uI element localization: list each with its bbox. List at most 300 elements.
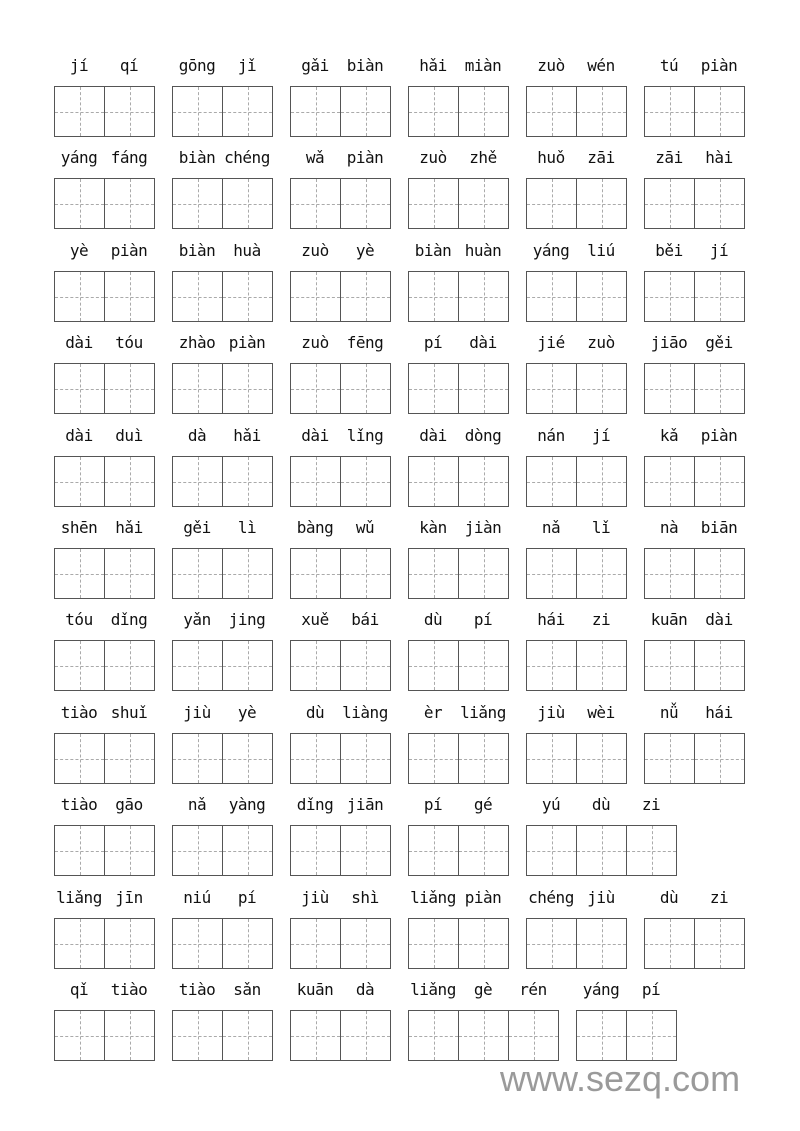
tianzige-cell[interactable] <box>577 826 627 875</box>
writing-cells <box>408 640 509 691</box>
pinyin-row <box>54 56 154 76</box>
tianzige-cell[interactable] <box>105 826 155 875</box>
tianzige-cell[interactable] <box>55 179 105 228</box>
pinyin-syllable: yáng <box>532 241 570 260</box>
tianzige-cell[interactable] <box>527 549 577 598</box>
pinyin-syllable: zuò <box>419 148 447 167</box>
tianzige-cell[interactable] <box>409 919 459 968</box>
pinyin-row <box>408 795 508 815</box>
tianzige-cell[interactable] <box>341 179 391 228</box>
pinyin-syllable: hǎi <box>233 426 261 445</box>
writing-cells <box>290 733 391 784</box>
tianzige-cell[interactable] <box>409 272 459 321</box>
pinyin-syllable: pí <box>423 333 443 352</box>
tianzige-cell[interactable] <box>645 87 695 136</box>
tianzige-cell[interactable] <box>527 734 577 783</box>
writing-cells <box>644 86 745 137</box>
pinyin-row <box>408 426 508 446</box>
tianzige-cell[interactable] <box>291 1011 341 1060</box>
pinyin-syllable: qǐ <box>69 980 89 999</box>
tianzige-cell[interactable] <box>695 457 745 506</box>
pinyin-row <box>290 795 390 815</box>
pinyin-syllable: jí <box>591 426 611 445</box>
pinyin-row <box>54 518 154 538</box>
pinyin-row <box>172 241 272 261</box>
pinyin-syllable: fēng <box>346 333 384 352</box>
pinyin-syllable: wén <box>587 56 615 75</box>
tianzige-cell[interactable] <box>105 919 155 968</box>
pinyin-syllable: dù <box>305 703 325 722</box>
writing-cells <box>644 456 745 507</box>
pinyin-syllable: dài <box>469 333 497 352</box>
pinyin-syllable: tiào <box>110 980 148 999</box>
tianzige-cell[interactable] <box>627 826 677 875</box>
pinyin-syllable: èr <box>423 703 443 722</box>
tianzige-cell[interactable] <box>577 364 627 413</box>
tianzige-cell[interactable] <box>55 919 105 968</box>
tianzige-cell[interactable] <box>173 457 223 506</box>
pinyin-syllable: gè <box>473 980 493 999</box>
writing-cells <box>644 548 745 599</box>
writing-cells <box>54 363 155 414</box>
pinyin-row <box>408 980 558 1000</box>
tianzige-cell[interactable] <box>55 1011 105 1060</box>
pinyin-row <box>644 610 744 630</box>
tianzige-cell[interactable] <box>223 364 273 413</box>
tianzige-cell[interactable] <box>645 272 695 321</box>
writing-cells <box>290 271 391 322</box>
tianzige-cell[interactable] <box>527 919 577 968</box>
pinyin-row <box>290 148 390 168</box>
pinyin-syllable: dù <box>423 610 443 629</box>
tianzige-cell[interactable] <box>341 272 391 321</box>
pinyin-syllable: pí <box>641 980 661 999</box>
tianzige-cell[interactable] <box>527 87 577 136</box>
tianzige-cell[interactable] <box>409 364 459 413</box>
tianzige-cell[interactable] <box>291 179 341 228</box>
watermark: www.sezq.com <box>500 1058 741 1099</box>
tianzige-cell[interactable] <box>341 364 391 413</box>
writing-cells <box>408 918 509 969</box>
pinyin-row <box>54 703 154 723</box>
pinyin-syllable: kuān <box>650 610 688 629</box>
pinyin-syllable: chéng <box>528 888 574 907</box>
pinyin-syllable: biàn <box>346 56 384 75</box>
tianzige-cell[interactable] <box>577 549 627 598</box>
tianzige-cell[interactable] <box>223 549 273 598</box>
tianzige-cell[interactable] <box>695 272 745 321</box>
pinyin-syllable: nán <box>537 426 565 445</box>
pinyin-syllable: gé <box>473 795 493 814</box>
pinyin-row <box>408 610 508 630</box>
tianzige-cell[interactable] <box>459 272 509 321</box>
tianzige-cell[interactable] <box>173 272 223 321</box>
pinyin-row <box>172 148 272 168</box>
tianzige-cell[interactable] <box>459 1011 509 1060</box>
pinyin-syllable: liǎng <box>410 888 456 907</box>
pinyin-syllable: chéng <box>224 148 270 167</box>
writing-cells <box>526 733 627 784</box>
tianzige-cell[interactable] <box>409 457 459 506</box>
tianzige-cell[interactable] <box>341 87 391 136</box>
tianzige-cell[interactable] <box>55 734 105 783</box>
pinyin-syllable: wǔ <box>355 518 375 537</box>
tianzige-cell[interactable] <box>459 549 509 598</box>
tianzige-cell[interactable] <box>291 734 341 783</box>
writing-cells <box>54 918 155 969</box>
pinyin-syllable: miàn <box>464 56 502 75</box>
tianzige-cell[interactable] <box>173 1011 223 1060</box>
tianzige-cell[interactable] <box>291 87 341 136</box>
tianzige-cell[interactable] <box>341 549 391 598</box>
tianzige-cell[interactable] <box>459 364 509 413</box>
writing-cells <box>408 825 509 876</box>
tianzige-cell[interactable] <box>577 457 627 506</box>
pinyin-row <box>172 795 272 815</box>
pinyin-syllable: wǎ <box>305 148 325 167</box>
tianzige-cell[interactable] <box>459 87 509 136</box>
pinyin-row <box>290 518 390 538</box>
tianzige-cell[interactable] <box>55 641 105 690</box>
tianzige-cell[interactable] <box>223 826 273 875</box>
pinyin-syllable: dài <box>65 426 93 445</box>
tianzige-cell[interactable] <box>695 549 745 598</box>
tianzige-cell[interactable] <box>105 1011 155 1060</box>
pinyin-syllable: tóu <box>65 610 93 629</box>
pinyin-syllable: tiào <box>178 980 216 999</box>
pinyin-syllable: dà <box>355 980 375 999</box>
tianzige-cell[interactable] <box>645 734 695 783</box>
pinyin-row <box>526 241 626 261</box>
pinyin-syllable: shēn <box>60 518 98 537</box>
pinyin-syllable: huà <box>233 241 261 260</box>
tianzige-cell[interactable] <box>577 272 627 321</box>
writing-cells <box>54 825 155 876</box>
pinyin-syllable: běi <box>655 241 683 260</box>
pinyin-syllable: biàn <box>414 241 452 260</box>
tianzige-cell[interactable] <box>55 364 105 413</box>
pinyin-row <box>408 888 508 908</box>
tianzige-cell[interactable] <box>291 641 341 690</box>
writing-cells <box>290 918 391 969</box>
pinyin-row <box>644 888 744 908</box>
tianzige-cell[interactable] <box>291 826 341 875</box>
pinyin-syllable: yú <box>541 795 561 814</box>
writing-cells <box>644 178 745 229</box>
tianzige-cell[interactable] <box>341 734 391 783</box>
tianzige-cell[interactable] <box>577 179 627 228</box>
pinyin-syllable: dù <box>591 795 611 814</box>
pinyin-row <box>290 426 390 446</box>
tianzige-cell[interactable] <box>695 364 745 413</box>
pinyin-syllable: lǐ <box>591 518 611 537</box>
pinyin-syllable: hài <box>705 148 733 167</box>
pinyin-row <box>526 703 626 723</box>
pinyin-syllable: zuò <box>537 56 565 75</box>
tianzige-cell[interactable] <box>341 919 391 968</box>
pinyin-syllable: shuǐ <box>110 703 148 722</box>
writing-cells <box>408 271 509 322</box>
tianzige-cell[interactable] <box>409 1011 459 1060</box>
tianzige-cell[interactable] <box>645 549 695 598</box>
pinyin-row <box>408 148 508 168</box>
writing-cells <box>54 456 155 507</box>
tianzige-cell[interactable] <box>223 641 273 690</box>
pinyin-row <box>408 333 508 353</box>
pinyin-syllable: pí <box>473 610 493 629</box>
pinyin-syllable: jiù <box>537 703 565 722</box>
writing-cells <box>172 456 273 507</box>
pinyin-syllable: dǐng <box>296 795 334 814</box>
pinyin-row <box>172 703 272 723</box>
pinyin-syllable: liú <box>587 241 615 260</box>
pinyin-syllable: liàng <box>342 703 388 722</box>
pinyin-row <box>644 333 744 353</box>
pinyin-syllable: nǎ <box>187 795 207 814</box>
tianzige-cell[interactable] <box>173 826 223 875</box>
pinyin-syllable: shì <box>351 888 379 907</box>
writing-cells <box>172 178 273 229</box>
tianzige-cell[interactable] <box>645 457 695 506</box>
pinyin-syllable: piàn <box>464 888 502 907</box>
pinyin-syllable: zuò <box>301 333 329 352</box>
pinyin-syllable: kǎ <box>659 426 679 445</box>
tianzige-cell[interactable] <box>341 1011 391 1060</box>
pinyin-syllable: yáng <box>60 148 98 167</box>
tianzige-cell[interactable] <box>173 87 223 136</box>
tianzige-cell[interactable] <box>55 826 105 875</box>
tianzige-cell[interactable] <box>173 641 223 690</box>
writing-cells <box>172 1010 273 1061</box>
tianzige-cell[interactable] <box>459 826 509 875</box>
pinyin-syllable: wèi <box>587 703 615 722</box>
tianzige-cell[interactable] <box>527 364 577 413</box>
pinyin-syllable: pí <box>237 888 257 907</box>
tianzige-cell[interactable] <box>577 734 627 783</box>
tianzige-cell[interactable] <box>577 919 627 968</box>
pinyin-syllable: nǎ <box>541 518 561 537</box>
pinyin-syllable: dù <box>659 888 679 907</box>
writing-cells <box>290 825 391 876</box>
writing-cells <box>644 918 745 969</box>
pinyin-syllable: zuò <box>587 333 615 352</box>
pinyin-row <box>172 426 272 446</box>
pinyin-syllable: lì <box>237 518 257 537</box>
tianzige-cell[interactable] <box>695 641 745 690</box>
tianzige-cell[interactable] <box>55 87 105 136</box>
pinyin-syllable: liǎng <box>56 888 102 907</box>
writing-cells <box>526 640 627 691</box>
tianzige-cell[interactable] <box>173 734 223 783</box>
pinyin-syllable: yè <box>69 241 89 260</box>
pinyin-syllable: jiù <box>183 703 211 722</box>
writing-cells <box>172 733 273 784</box>
pinyin-row <box>172 56 272 76</box>
writing-cells <box>644 271 745 322</box>
pinyin-syllable: jiān <box>346 795 384 814</box>
pinyin-row <box>172 888 272 908</box>
pinyin-syllable: biàn <box>178 148 216 167</box>
pinyin-syllable: nǚ <box>659 703 679 722</box>
pinyin-row <box>526 148 626 168</box>
pinyin-syllable: liǎng <box>410 980 456 999</box>
pinyin-syllable: gōng <box>178 56 216 75</box>
pinyin-syllable: bái <box>351 610 379 629</box>
tianzige-cell[interactable] <box>409 641 459 690</box>
pinyin-row <box>54 426 154 446</box>
tianzige-cell[interactable] <box>409 826 459 875</box>
writing-cells <box>526 363 627 414</box>
tianzige-cell[interactable] <box>527 826 577 875</box>
writing-cells <box>290 363 391 414</box>
writing-cells <box>172 640 273 691</box>
tianzige-cell[interactable] <box>577 87 627 136</box>
writing-cells <box>290 86 391 137</box>
tianzige-cell[interactable] <box>291 272 341 321</box>
tianzige-cell[interactable] <box>459 457 509 506</box>
writing-cells <box>54 1010 155 1061</box>
pinyin-syllable: biàn <box>178 241 216 260</box>
pinyin-syllable: kuān <box>296 980 334 999</box>
tianzige-cell[interactable] <box>223 87 273 136</box>
tianzige-cell[interactable] <box>627 1011 677 1060</box>
tianzige-cell[interactable] <box>341 826 391 875</box>
tianzige-cell[interactable] <box>105 272 155 321</box>
pinyin-row <box>644 518 744 538</box>
tianzige-cell[interactable] <box>695 734 745 783</box>
tianzige-cell[interactable] <box>55 457 105 506</box>
pinyin-syllable: dǐng <box>110 610 148 629</box>
tianzige-cell[interactable] <box>577 641 627 690</box>
tianzige-cell[interactable] <box>409 179 459 228</box>
tianzige-cell[interactable] <box>105 179 155 228</box>
pinyin-row <box>172 610 272 630</box>
tianzige-cell[interactable] <box>645 364 695 413</box>
tianzige-cell[interactable] <box>527 179 577 228</box>
pinyin-row <box>408 241 508 261</box>
tianzige-cell[interactable] <box>105 549 155 598</box>
pinyin-syllable: tiào <box>60 703 98 722</box>
pinyin-syllable: jiù <box>587 888 615 907</box>
pinyin-syllable: fáng <box>110 148 148 167</box>
tianzige-cell[interactable] <box>509 1011 559 1060</box>
pinyin-row <box>54 241 154 261</box>
tianzige-cell[interactable] <box>55 549 105 598</box>
pinyin-row <box>408 518 508 538</box>
tianzige-cell[interactable] <box>223 457 273 506</box>
tianzige-cell[interactable] <box>459 919 509 968</box>
tianzige-cell[interactable] <box>55 272 105 321</box>
tianzige-cell[interactable] <box>645 919 695 968</box>
tianzige-cell[interactable] <box>459 179 509 228</box>
pinyin-syllable: yáng <box>582 980 620 999</box>
tianzige-cell[interactable] <box>695 919 745 968</box>
tianzige-cell[interactable] <box>291 364 341 413</box>
pinyin-syllable: zi <box>641 795 661 814</box>
writing-cells <box>172 548 273 599</box>
tianzige-cell[interactable] <box>291 549 341 598</box>
pinyin-syllable: rén <box>519 980 547 999</box>
writing-cells <box>290 456 391 507</box>
tianzige-cell[interactable] <box>409 549 459 598</box>
pinyin-row <box>172 980 272 1000</box>
tianzige-cell[interactable] <box>223 179 273 228</box>
pinyin-row <box>54 610 154 630</box>
writing-cells <box>408 733 509 784</box>
tianzige-cell[interactable] <box>341 641 391 690</box>
writing-cells <box>290 640 391 691</box>
pinyin-syllable: niú <box>183 888 211 907</box>
tianzige-cell[interactable] <box>409 87 459 136</box>
tianzige-cell[interactable] <box>527 641 577 690</box>
tianzige-cell[interactable] <box>173 549 223 598</box>
tianzige-cell[interactable] <box>577 1011 627 1060</box>
tianzige-cell[interactable] <box>527 457 577 506</box>
pinyin-row <box>644 241 744 261</box>
tianzige-cell[interactable] <box>105 87 155 136</box>
pinyin-row <box>644 426 744 446</box>
pinyin-syllable: hǎi <box>419 56 447 75</box>
pinyin-syllable: zhě <box>469 148 497 167</box>
tianzige-cell[interactable] <box>223 272 273 321</box>
tianzige-cell[interactable] <box>341 457 391 506</box>
tianzige-cell[interactable] <box>409 734 459 783</box>
tianzige-cell[interactable] <box>105 734 155 783</box>
tianzige-cell[interactable] <box>223 734 273 783</box>
pinyin-row <box>526 333 626 353</box>
pinyin-syllable: liǎng <box>460 703 506 722</box>
pinyin-syllable: hǎi <box>115 518 143 537</box>
tianzige-cell[interactable] <box>173 919 223 968</box>
pinyin-syllable: tiào <box>60 795 98 814</box>
tianzige-cell[interactable] <box>459 641 509 690</box>
tianzige-cell[interactable] <box>105 364 155 413</box>
writing-cells <box>290 1010 391 1061</box>
tianzige-cell[interactable] <box>105 457 155 506</box>
pinyin-row <box>54 333 154 353</box>
tianzige-cell[interactable] <box>173 364 223 413</box>
tianzige-cell[interactable] <box>459 734 509 783</box>
tianzige-cell[interactable] <box>645 179 695 228</box>
pinyin-syllable: jīn <box>115 888 143 907</box>
pinyin-row <box>526 426 626 446</box>
writing-cells <box>644 363 745 414</box>
tianzige-cell[interactable] <box>645 641 695 690</box>
pinyin-syllable: zhào <box>178 333 216 352</box>
pinyin-row <box>54 980 154 1000</box>
tianzige-cell[interactable] <box>527 272 577 321</box>
tianzige-cell[interactable] <box>695 87 745 136</box>
writing-cells <box>526 271 627 322</box>
pinyin-syllable: lǐng <box>346 426 384 445</box>
pinyin-syllable: gǎi <box>301 56 329 75</box>
tianzige-cell[interactable] <box>223 919 273 968</box>
pinyin-row <box>290 610 390 630</box>
writing-cells <box>54 640 155 691</box>
tianzige-cell[interactable] <box>223 1011 273 1060</box>
tianzige-cell[interactable] <box>105 641 155 690</box>
tianzige-cell[interactable] <box>291 457 341 506</box>
tianzige-cell[interactable] <box>695 179 745 228</box>
pinyin-row <box>408 703 508 723</box>
tianzige-cell[interactable] <box>291 919 341 968</box>
pinyin-syllable: dài <box>301 426 329 445</box>
writing-cells <box>408 86 509 137</box>
pinyin-row <box>172 518 272 538</box>
pinyin-syllable: duì <box>115 426 143 445</box>
tianzige-cell[interactable] <box>173 179 223 228</box>
pinyin-row <box>526 888 626 908</box>
